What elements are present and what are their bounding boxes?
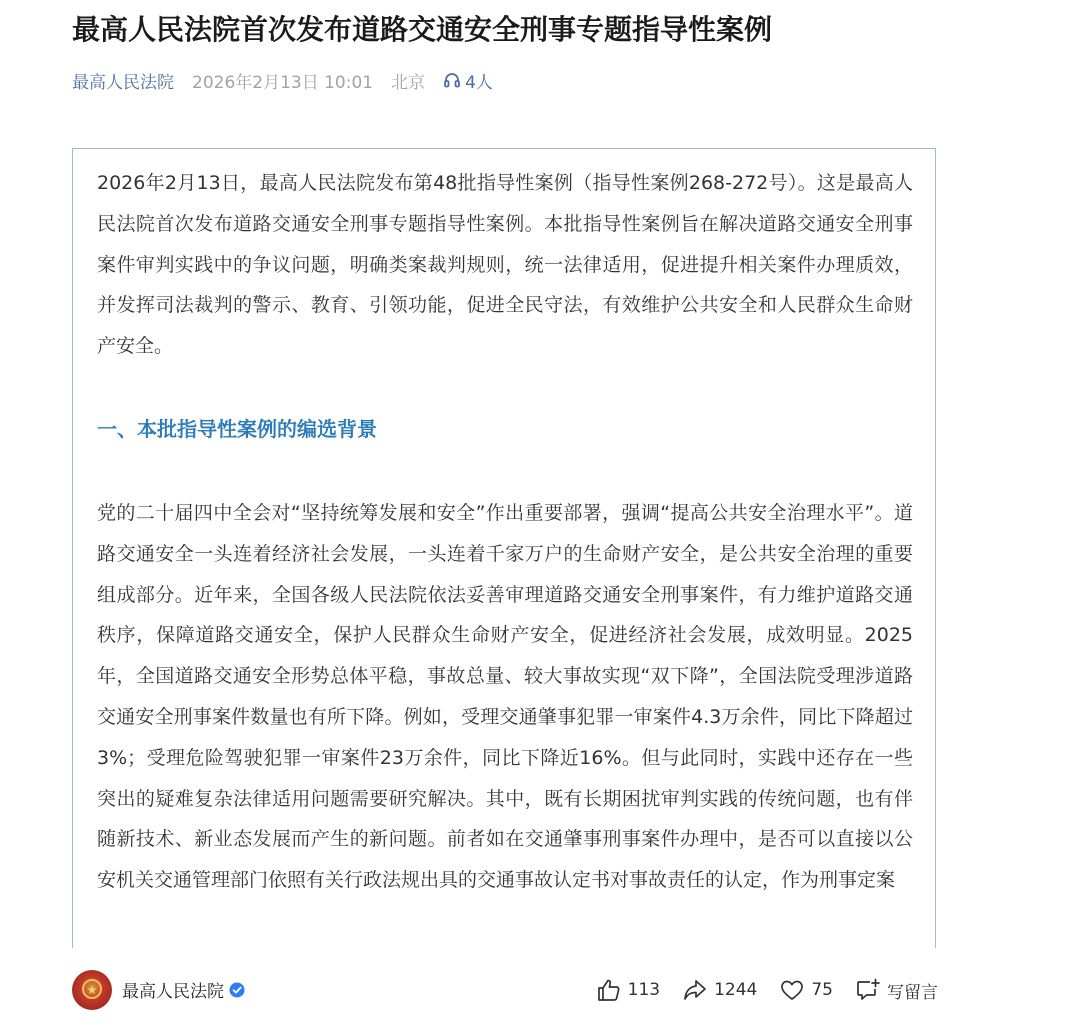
listener-count: 4人 [465, 72, 493, 93]
article-body [72, 148, 936, 948]
thumbs-up-icon [596, 977, 622, 1003]
like-count: 113 [627, 980, 661, 1000]
share-button[interactable] [682, 977, 757, 1003]
share-icon [682, 977, 708, 1003]
comment-button[interactable] [855, 977, 938, 1003]
section-heading: 一、本批指导性案例的编选背景 [97, 416, 377, 441]
headphones-icon [443, 71, 461, 89]
section-paragraph: 党的二十届四中全会对“坚持统筹发展和安全”作出重要部署，强调“提高公共安全治理水平”。道路交通安全一头连着经济社会发展，一头连着千家万户的生命财产安全，是公共安全治理的重要组成部分。近年来，全国各级人民法院依法妥善审理道路交通安全刑事案件，有力维护道路交通秩序，保障道路交通安全，保护人民群众生命财产安全，促进经济社会发展，成效明显。2025年，全国道路交通安全形势总体平稳，事故总量、较大事故实现“双下降”，全国法院受理涉道路交通安全刑事案件数量也有所下降。例如，受理交通肇事犯罪一审案件4.3万余件，同比下降超过3%；受理危险驾驶犯罪一审案件23万余件，同比下降近16%。但与此同时，实践中还存在一些突出的疑难复杂法律适用问题需要研究解决。其中，既有长期困扰审判实践的传统问题，也有伴随新技术、新业态发展而产生的新问题。前者如在交通肇事刑事案件办理中，是否可以直接以公安机关交通管理部门依照有关行政法规出具的交通事故认定书对事故责任的认定，作为刑事定案 [97, 501, 913, 892]
author-link[interactable]: 最高人民法院 [72, 72, 174, 93]
heart-icon [779, 977, 805, 1003]
listen-button[interactable] [443, 68, 493, 93]
publish-location: 北京 [391, 72, 426, 93]
favorite-count: 75 [811, 980, 833, 1000]
publish-time: 2026年2月13日 10:01 [192, 72, 374, 93]
star-icon: ★ [86, 983, 98, 997]
verified-badge-icon [229, 982, 245, 998]
favorite-button[interactable] [779, 977, 833, 1003]
intro-paragraph: 2026年2月13日，最高人民法院发布第48批指导性案例（指导性案例268-272号）。这是最高人民法院首次发布道路交通安全刑事专题指导性案例。本批指导性案例旨在解决道路交通安全刑事案件审判实践中的争议问题，明确类案裁判规则，统一法律适用，促进提升相关案件办理质效，并发挥司法裁判的警示、教育、引领功能，促进全民守法，有效维护公共安全和人民群众生命财产安全。 [97, 172, 913, 358]
account-name-wrap[interactable] [122, 977, 245, 1002]
article-title: 最高人民法院首次发布道路交通安全刑事专题指导性案例 [72, 13, 773, 46]
comment-icon [855, 977, 881, 1003]
like-button[interactable] [596, 977, 660, 1003]
account-name: 最高人民法院 [122, 982, 224, 1002]
article-meta [72, 66, 493, 94]
avatar[interactable] [72, 970, 112, 1010]
share-count: 1244 [714, 980, 758, 1000]
action-bar [596, 974, 938, 1006]
article-footer [72, 968, 938, 1014]
comment-label: 写留言 [887, 982, 938, 1003]
